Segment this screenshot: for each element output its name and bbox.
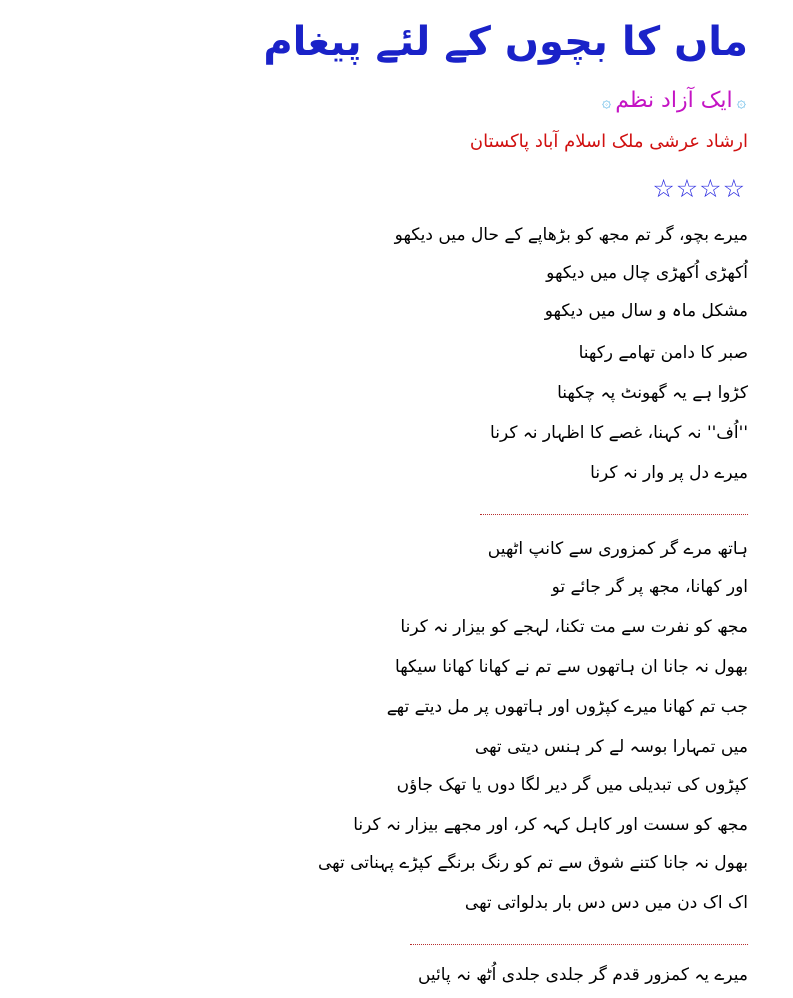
poem-line: میرے یہ کمزور قدم گر جلدی جلدی اُٹھ نہ پائیں — [417, 965, 748, 985]
stanza-separator — [410, 944, 748, 945]
star-divider: ☆☆☆☆ — [652, 174, 746, 203]
ornament-icon: ۞ — [601, 91, 612, 111]
poem-line: میں تمہارا بوسہ لے کر ہنس دیتی تھی — [474, 737, 748, 757]
subtitle-banner — [602, 86, 746, 116]
poem-line: اک اک دن میں دس دس بار بدلواتی تھی — [464, 893, 748, 913]
poem-line: کپڑوں کی تبدیلی میں گر دیر لگا دوں یا تھک جاؤں — [396, 775, 748, 795]
poem-title: ماں کا بچوں کے لئے پیغام — [263, 19, 748, 65]
poem-author: ارشاد عرشی ملک اسلام آباد پاکستان — [469, 131, 748, 152]
poem-line: مجھ کو سست اور کاہل کہہ کر، اور مجھے بیزار نہ کرنا — [353, 815, 748, 835]
poem-line: ہاتھ مرے گر کمزوری سے کانپ اٹھیں — [487, 539, 748, 559]
poem-line: اُکھڑی اُکھڑی چال میں دیکھو — [546, 263, 748, 283]
poem-line: مجھ کو نفرت سے مت تکنا، لہجے کو بیزار نہ کرنا — [400, 617, 748, 637]
poem-line: جب تم کھانا میرے کپڑوں اور ہاتھوں پر مل دیتے تھے — [386, 697, 748, 717]
stanza-separator — [480, 514, 748, 515]
poem-line: میرے بچو، گر تم مجھ کو بڑھاپے کے حال میں دیکھو — [394, 225, 748, 245]
poem-line: اور کھانا، مجھ پر گر جائے تو — [551, 577, 748, 597]
ornament-icon: ۞ — [736, 91, 746, 111]
poem-line: مشکل ماہ و سال میں دیکھو — [544, 301, 748, 321]
poem-line: کڑوا ہے یہ گھونٹ پہ چکھنا — [557, 383, 748, 403]
poem-line: میرے دل پر وار نہ کرنا — [590, 463, 748, 483]
poem-subtitle: ایک آزاد نظم — [615, 88, 733, 113]
poem-line: بھول نہ جانا کتنے شوق سے تم کو رنگ برنگے کپڑے پہناتی تھی — [317, 853, 748, 873]
poem-line: صبر کا دامن تھامے رکھنا — [578, 343, 748, 363]
poem-line: بھول نہ جانا ان ہاتھوں سے تم نے کھانا کھانا سیکھا — [395, 657, 748, 677]
poem-line: ''اُف'' نہ کہنا، غصے کا اظہار نہ کرنا — [490, 423, 748, 443]
